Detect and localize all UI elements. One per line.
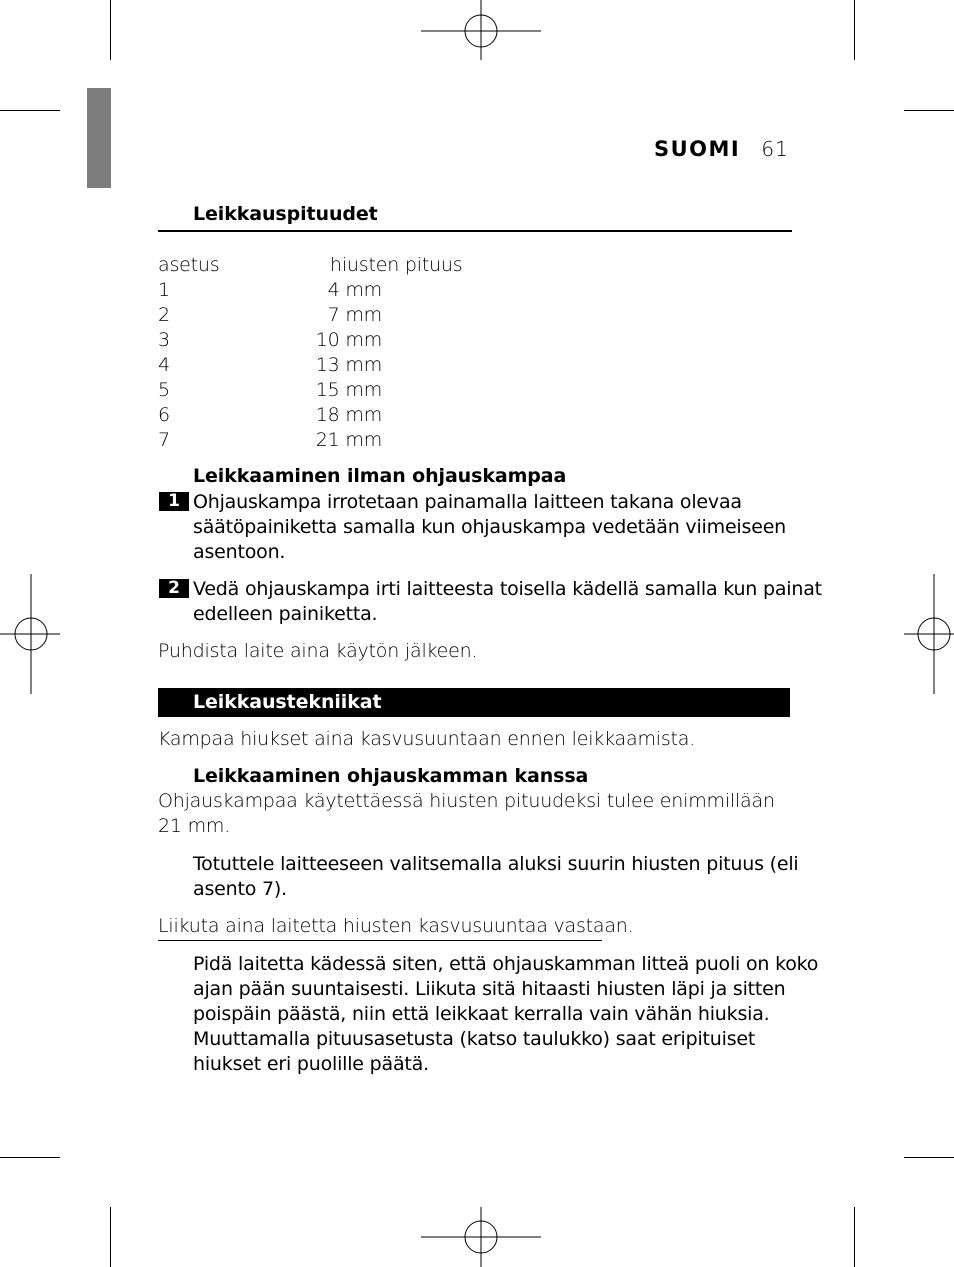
setting-value: 5 xyxy=(158,379,170,401)
technique-paragraph: Pidä laitetta kädessä siten, että ohjauskamman litteä puoli on koko ajan pään suuntaisesti. Liikuta sitä hitaasti hiusten läpi ja sitten poispäin päästä, niin että leikkaat kerralla vain vähän hiuksia. Muuttamalla pituusasetusta (katso taulukko) saat eripituiset hiukset eri puolille päätä. xyxy=(193,953,819,1075)
table-row xyxy=(158,328,558,353)
hair-length-value: 13 mm xyxy=(315,354,382,376)
hair-length-value: 15 mm xyxy=(315,379,382,401)
hair-length-value: 4 mm xyxy=(327,279,382,301)
hair-length-value: 21 mm xyxy=(315,429,382,451)
heading-rule xyxy=(158,230,792,232)
cleaning-note: Puhdista laite aina käytön jälkeen. xyxy=(158,640,478,662)
hair-length-value: 10 mm xyxy=(315,329,382,351)
setting-value: 1 xyxy=(158,279,170,301)
section-heading-without-comb: Leikkaaminen ilman ohjauskampaa xyxy=(193,465,567,487)
setting-value: 7 xyxy=(158,429,170,451)
note-underline xyxy=(158,940,602,941)
language-tab-marker xyxy=(87,88,111,188)
setting-value: 3 xyxy=(158,329,170,351)
table-row xyxy=(158,353,558,378)
with-comb-intro: Ohjauskampaa käytettäessä hiusten pituudeksi tulee enimmillään 21 mm. xyxy=(158,790,775,837)
table-row xyxy=(158,303,558,328)
registration-mark-bottom xyxy=(421,1207,541,1267)
hair-length-value: 7 mm xyxy=(327,304,382,326)
step-number-1: 1 xyxy=(159,492,189,511)
step-number-2: 2 xyxy=(159,579,189,598)
language-title: SUOMI xyxy=(654,137,741,161)
tip-text: Totuttele laitteeseen valitsemalla aluksi suurin hiusten pituus (eli asento 7). xyxy=(193,853,799,900)
section-heading-with-comb: Leikkaaminen ohjauskamman kanssa xyxy=(193,765,589,787)
setting-value: 6 xyxy=(158,404,170,426)
section-heading-cut-lengths: Leikkauspituudet xyxy=(193,203,378,225)
table-header-setting: asetus xyxy=(158,254,220,276)
table-row xyxy=(158,378,558,403)
step-2-text: Vedä ohjauskampa irti laitteesta toisella kädellä samalla kun painat edelleen painiketta. xyxy=(193,578,822,625)
setting-value: 2 xyxy=(158,304,170,326)
registration-mark-right xyxy=(904,574,954,694)
direction-note-underlined: Liikuta aina laitetta hiusten kasvusuuntaa vastaan. xyxy=(158,915,634,937)
table-row xyxy=(158,403,558,428)
step-1-text: Ohjauskampa irrotetaan painamalla laitteen takana olevaa säätöpainiketta samalla kun ohjauskampa vedetään viimeiseen asentoon. xyxy=(193,491,787,563)
page-number: 61 xyxy=(761,137,789,161)
page-header xyxy=(654,137,789,167)
registration-mark-left xyxy=(0,574,60,694)
hair-length-value: 18 mm xyxy=(315,404,382,426)
table-row xyxy=(158,278,558,303)
setting-value: 4 xyxy=(158,354,170,376)
table-row xyxy=(158,428,558,453)
section-heading-cutting-techniques: Leikkaustekniikat xyxy=(193,691,382,713)
table-header-hair-length: hiusten pituus xyxy=(330,254,463,276)
comb-direction-note: Kampaa hiukset aina kasvusuuntaan ennen leikkaamista. xyxy=(158,728,696,750)
registration-mark-top xyxy=(421,0,541,60)
